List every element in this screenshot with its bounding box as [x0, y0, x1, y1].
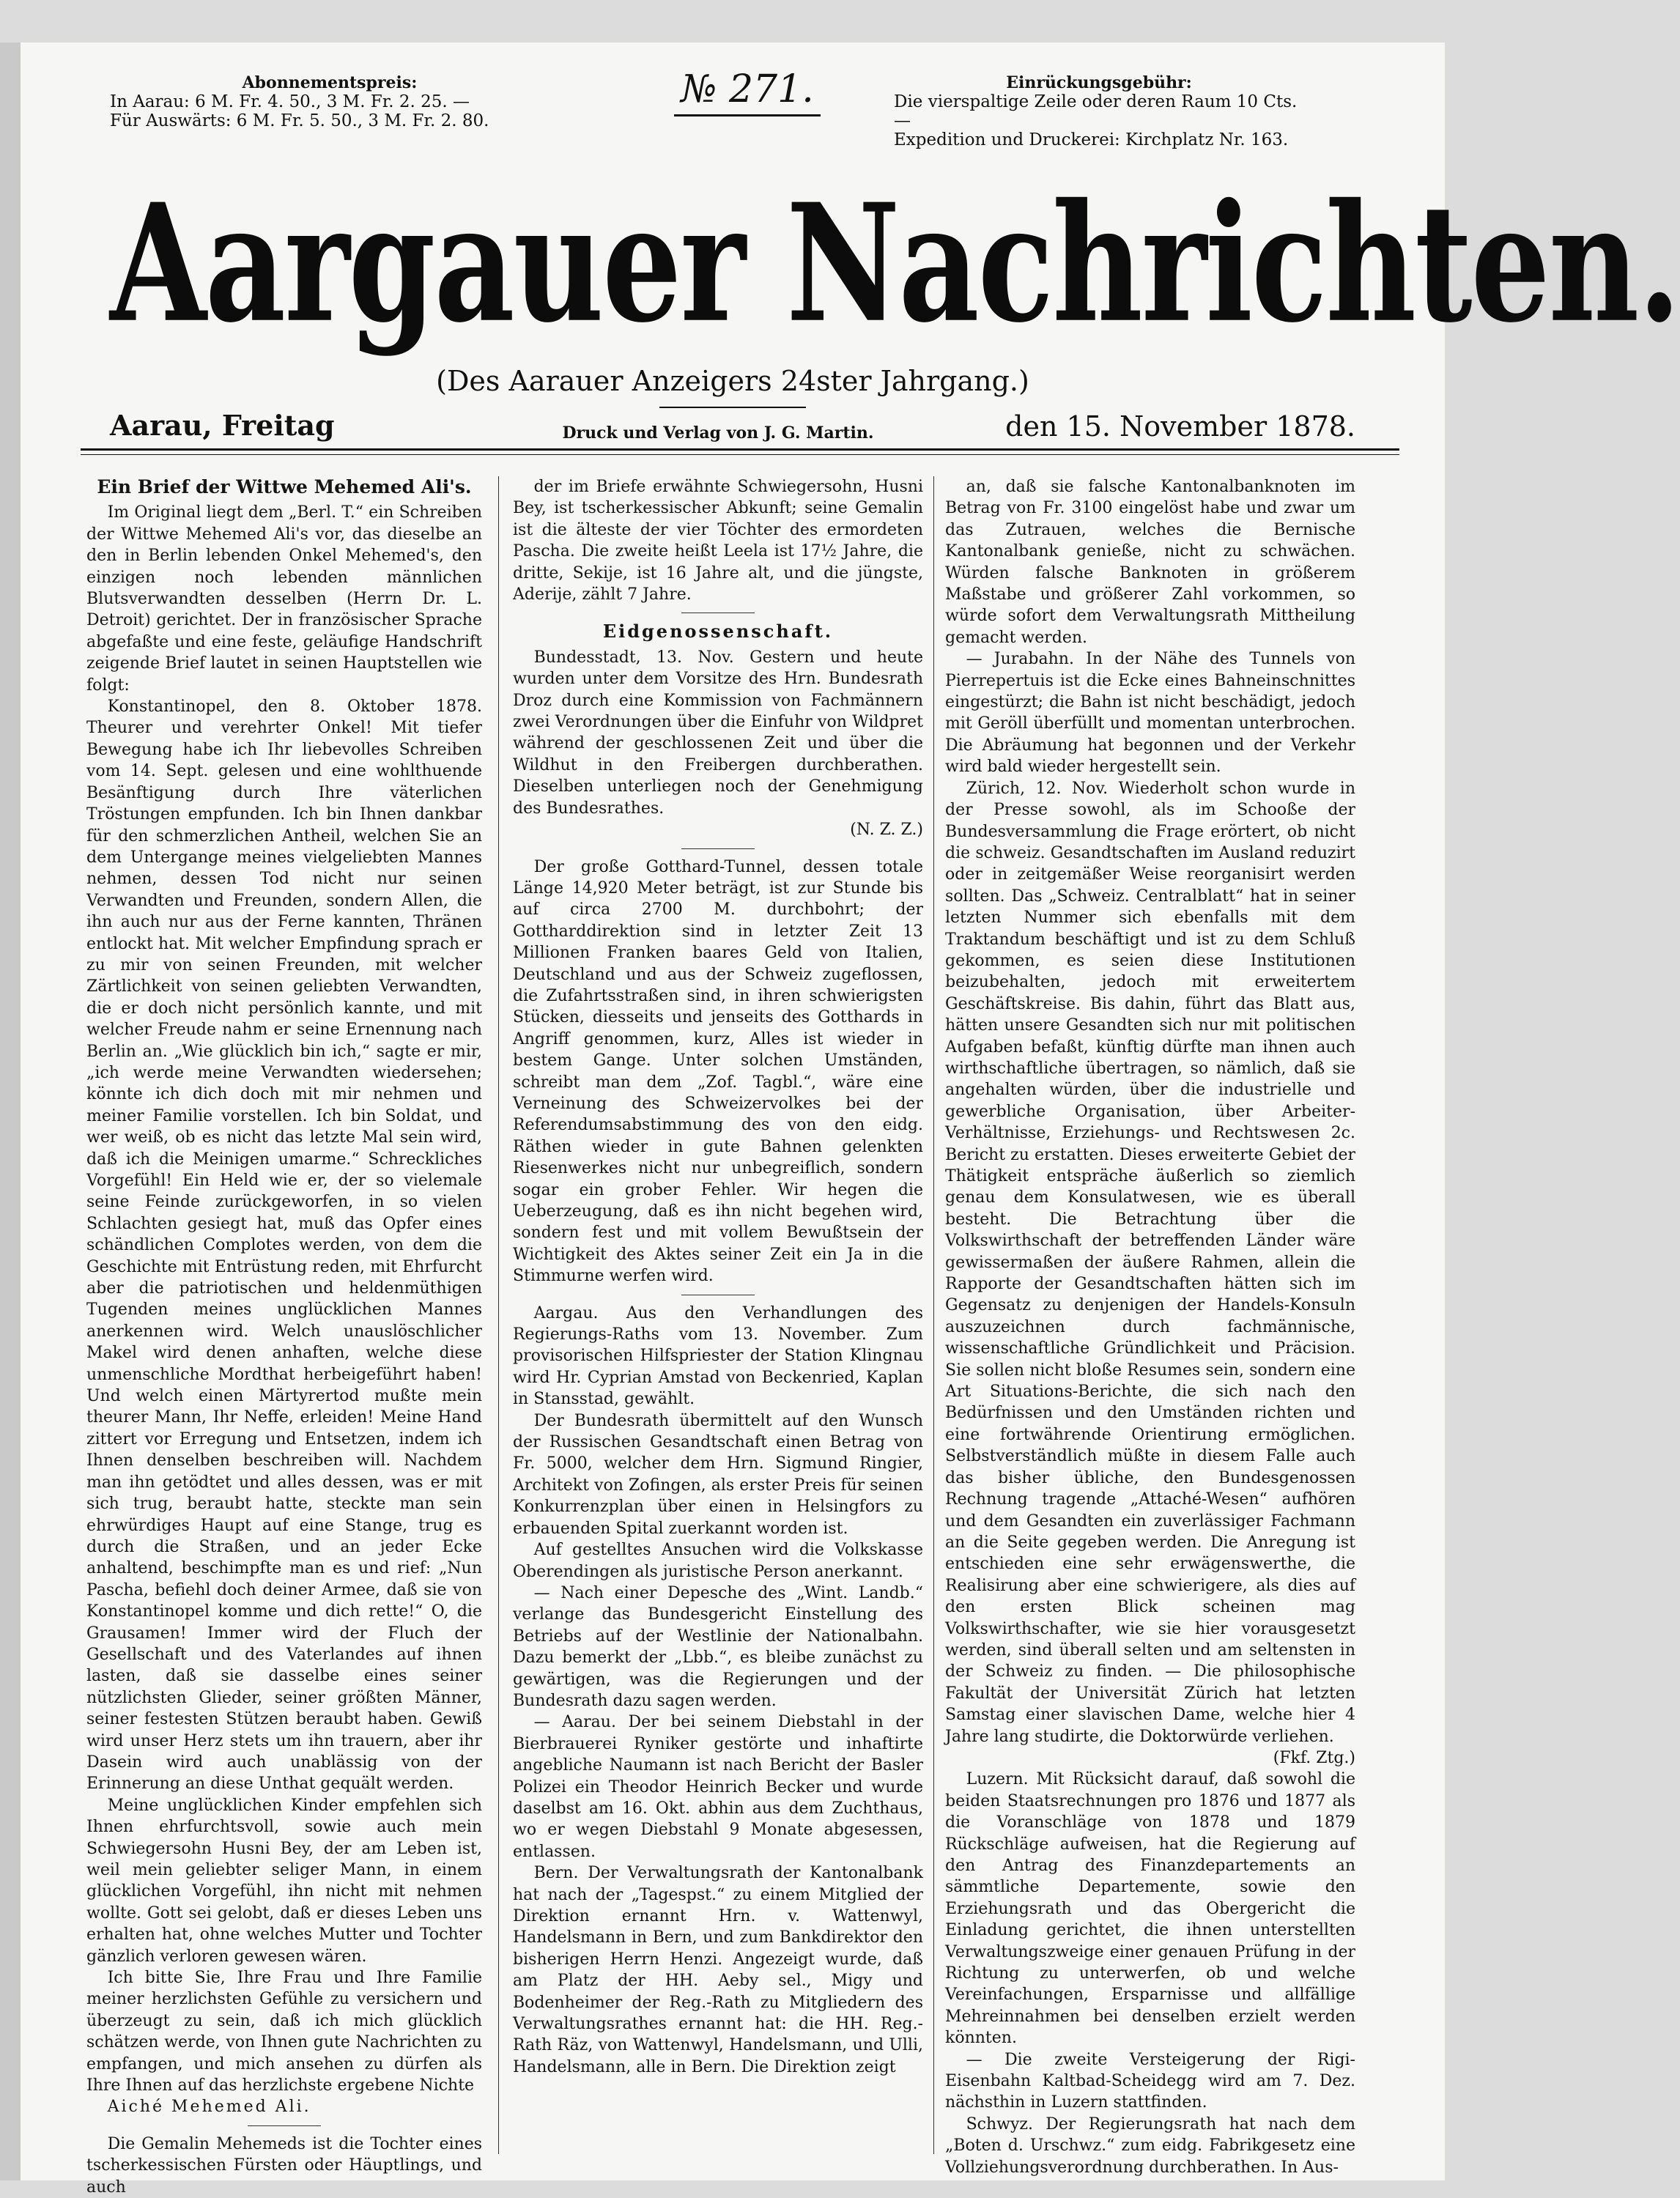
insertion-line-2: Expedition und Druckerei: Kirchplatz Nr. 163. — [894, 130, 1289, 149]
article-paragraph: Zürich, 12. Nov. Wiederholt schon wurde in der Presse sowohl, als im Schooße der Bundesversammlung die Frage erörtert, ob nicht die schweiz. Gesandtschaften im Ausland reduzirt oder in zeitgemäßer Weise reorganisirt werden sollten. Das „Schweiz. Centralblatt“ hat in seiner letzten Nummer sich ebenfalls mit dem Traktandum beschäftigt und ist zu dem Schluß gekommen, es seien diese Institutionen beizubehalten, jedoch mit erweitertem Geschäftskreise. Bis dahin, führt das Blatt aus, hätten unsere Gesandten sich nur mit politischen Aufgaben befaßt, künftig dürfte man ihnen auch wirthschaftliche übertragen, so nämlich, daß sie angehalten würden, über die industrielle und gewerbliche Organisation, über Arbeiter-Verhältnisse, Erziehungs- und Rechtswesen 2c. Bericht zu erstatten. Dieses erweiterte Gebiet der Thätigkeit entspräche äußerlich so ziemlich genau dem Konsulatwesen, wie es überall besteht. Die Betrachtung über die Volkswirthschaft der betreffenden Länder wäre gewissermaßen der äußere Rahmen, allein die Rapporte der Gesandtschaften hätten sich im Gegensatz zu denjenigen der Handels-Konsuln auszuzeichnen durch fachmännische, wissenschaftliche Gründlichkeit und Präcision. Sie sollen nicht bloße Resumes sein, sondern eine Art Situations-Berichte, die sich nach den Bedürfnissen und den Umständen richten und eine fortwährende Orientirung ermöglichen. Selbstverständlich müßte in diesem Falle auch das bisher übliche, den Bundesgenossen Rechnung tragende „Attaché-Wesen“ aufhören und dem Gesandten ein zuverlässiger Fachmann an die Seite gegeben werden. Die Anregung ist entschieden eine sehr erwägenswerthe, die Realisirung aber eine schwierigere, als dies auf den ersten Blick scheinen mag Volkswirthschafter, wie sie hier vorausgesetzt werden, sind überall selten und am seltensten in der Schweiz zu finden. — Die philosophische Fakultät der Universität Zürich hat letzten Samstag einer slavischen Dame, welche hier 4 Jahre lang studirte, die Doktorwürde verliehen. — [945, 779, 1355, 1746]
subscription-label: Abonnementspreis: — [242, 73, 418, 92]
issue-date: den 15. November 1878. — [1005, 410, 1355, 443]
article-paragraph: — Die zweite Versteigerung der Rigi-Eisenbahn Kaltbad-Scheidegg wird am 7. Dez. nächsthin in Luzern stattfinden. — [945, 2050, 1355, 2112]
masthead-rule — [81, 448, 1399, 451]
article-paragraph: Im Original liegt dem „Berl. T.“ ein Schreiben der Wittwe Mehemed Ali's vor, das dieselbe an den in Berlin lebenden Onkel Mehemed's, den einzigen noch lebenden männlichen Blutsverwandten desselben (Herrn Dr. L. Detroit) gerichtet. Der in französischer Sprache abgefaßte und eine feste, geläufige Handschrift zeigende Brief lautet in seinen Hauptstellen wie folgt: — [86, 503, 482, 695]
article-paragraph: — Aarau. Der bei seinem Diebstahl in der Bierbrauerei Ryniker gestörte und inhaftirte angebliche Naumann ist nach Bericht der Basler Polizei ein Theodor Heinrich Becker und wurde daselbst am 16. Okt. abhin aus dem Zuchthaus, wo er wegen Diebstahl 9 Monate abgesessen, entlassen. — [513, 1713, 923, 1861]
article-paragraph: an, daß sie falsche Kantonalbanknoten im Betrag von Fr. 3100 eingelöst habe und zwar um das Zutrauen, welches die Bernische Kantonalbank genieße, nicht zu schwächen. Würden falsche Banknoten in größerem Maßstabe und größerer Zahl vorkommen, so würde sofort dem Verwaltungsrath Mittheilung gemacht werden. — [945, 478, 1355, 647]
masthead-rule-thin — [81, 454, 1399, 455]
article-paragraph: Bundesstadt, 13. Nov. Gestern und heute wurden unter dem Vorsitze des Hrn. Bundesrath Droz durch eine Kommission von Fachmännern zwei Verordnungen über die Einfuhr von Wildpret während der geschlossenen Zeit und über die Wildhut in den Freibergen durchberathen. Dieselben unterliegen noch der Genehmigung des Bundesrathes. — [513, 648, 923, 818]
article-paragraph: Der Bundesrath übermittelt auf den Wunsch der Russischen Gesandtschaft einen Betrag von Fr. 5000, welcher dem Hrn. Sigmund Ringier, Architekt von Zofingen, als erster Preis für seinen Konkurrenzplan über einen in Helsingfors zu erbauenden Spital zuerkannt worden ist. — [513, 1411, 923, 1538]
article-paragraph: Die Gemalin Mehemeds ist die Tochter eines tscherkessischen Fürsten oder Häuptlings, und auch — [86, 2134, 482, 2197]
newspaper-title: Aargauer Nachrichten. — [110, 169, 1680, 359]
insertion-box — [894, 73, 1304, 149]
place-day: Aarau, Freitag — [110, 409, 335, 442]
insertion-label: Einrückungsgebühr: — [1006, 73, 1192, 92]
article-paragraph: Aargau. Aus den Verhandlungen des Regierungs-Raths vom 13. November. Zum provisorischen Hilfspriester der Station Klingnau wird Hr. Cyprian Amstad von Beckenried, Kaplan in Stansstad, gewählt. — [513, 1303, 923, 1409]
article-heading-letter: Ein Brief der Wittwe Mehemed Ali's. — [97, 476, 472, 497]
insertion-line-1: Die vierspaltige Zeile oder deren Raum 10 Cts. — — [894, 92, 1298, 130]
article-paragraph: der im Briefe erwähnte Schwiegersohn, Husni Bey, ist tscherkessischer Abkunft; seine Gemalin ist die älteste der vier Töchter des ermordeten Pascha. Die zweite heißt Leela ist 17½ Jahre, die dritte, Sekije, ist 16 Jahre alt, und die jüngste, Aderije, zählt 7 Jahre. — [513, 478, 923, 604]
article-paragraph: — Nach einer Depesche des „Wint. Landb.“ verlange das Bundesgericht Einstellung des Betriebs auf der Westlinie der Nationalbahn. Dazu bemerkt der „Lbb.“, es bleibe zunächst zu gewärtigen, was die Regierungen und der Bundesrath dazu sagen werden. — [513, 1583, 923, 1710]
subscription-box — [110, 73, 549, 130]
adjacent-page-edge — [0, 42, 23, 2180]
issue-number: № 271. — [681, 67, 814, 111]
column-3 — [945, 476, 1355, 2177]
source-attribution: (N. Z. Z.) — [850, 821, 923, 840]
article-paragraph: Konstantinopel, den 8. Oktober 1878. Theurer und verehrter Onkel! Mit tiefer Bewegung habe ich Ihr liebevolles Schreiben vom 14. Sept. gelesen und eine wohlthuende Besänftigung durch Ihre väterlichen Tröstungen empfunden. Ich bin Ihnen dankbar für den schmerzlichen Antheil, welchen Sie an dem Untergange meines vielgeliebten Mannes nehmen, dessen Tod nicht nur seinen Verwandten und Freunden, sondern Allen, die ihn auch nur aus der Ferne kannten, Thränen entlockt hat. Mit welcher Empfindung sprach er zu mir von seinen Freunden, mit welcher Zärtlichkeit von seinen geliebten Verwandten, die er doch nicht persönlich kannte, und mit welcher Freude nahm er seine Ernennung nach Berlin an. „Wie glücklich bin ich,“ sagte er mir, „ich werde meine Verwandten wiedersehen; könnte ich dich doch mit mir nehmen und meiner Familie vorstellen. Ich bin Soldat, und wer weiß, ob es nicht das letzte Mal sein wird, daß ich die Meinigen umarme.“ Schreckliches Vorgefühl! Ein Held wie er, der so vielemale seine Feinde zurückgeworfen, in so vielen Schlachten gesiegt hat, muß das Opfer eines schändlichen Complotes werden, von dem die Geschichte mit Entrüstung reden, mit Ehrfurcht aber die patriotischen und heldenmüthigen Tugenden meines unglücklichen Mannes anerkennen wird. Welch unauslöschlicher Makel wird denen anhaften, welche diese unmenschliche Mordthat herbeigeführt haben! Und welch einen Märtyrertod mußte mein theurer Mann, Ihr Neffe, erleiden! Meine Hand zittert vor Erregung und Entsetzen, indem ich Ihnen denselben beschreiben will. Nachdem man ihn getödtet und alles dessen, was er mit sich trug, beraubt hatte, steckte man sein ehrwürdiges Haupt auf eine Stange, trug es durch die Straßen, und an jeder Ecke anhaltend, beschimpfte man es und rief: „Nun Pascha, befiehl doch deiner Armee, daß sie von Konstantinopel komme und dich rette!“ O, die Grausamen! Immer wird der Fluch der Gesellschaft und des Vaterlandes auf ihnen lasten, daß sie dasselbe eines seiner nützlichsten Glieder, seiner größten Männer, seiner festesten Stützen beraubt haben. Gewiß wird unser Herz stets um ihn trauern, aber ihr Dasein wird auch unablässig von der Erinnerung an diese Unthat gequält werden. — [86, 697, 482, 1794]
issue-underline — [674, 114, 821, 116]
section-heading-eidgenossenschaft: Eidgenossenschaft. — [602, 621, 834, 643]
article-paragraph: Luzern. Mit Rücksicht darauf, daß sowohl die beiden Staatsrechnungen pro 1876 und 1877 als die Voranschläge von 1878 und 1879 Rückschläge aufweisen, hat die Regierung auf den Antrag des Finanzdepartements an sämmtliche Departemente, sowie den Erziehungsrath und das Obergericht die Einladung gerichtet, die ihnen unterstellten Verwaltungszweige einer genauen Prüfung in der Richtung zu unterwerfen, ob und welche Vereinfachungen, Ersparnisse und allfällige Mehreinnahmen bei denselben erzielt werden könnten. — [945, 1770, 1355, 2048]
subtitle-rule — [659, 407, 806, 408]
printer-line: Druck und Verlag von J. G. Martin. — [562, 423, 874, 443]
letter-signature: Aiché Mehemed Ali. — [107, 2098, 311, 2117]
subscription-line-2: Für Auswärts: 6 M. Fr. 5. 50., 3 M. Fr. 2. 80. — [110, 111, 489, 130]
article-paragraph: Meine unglücklichen Kinder empfehlen sich Ihnen ehrfurchtsvoll, sowie auch mein Schwiegersohn Husni Bey, der am Leben ist, weil mein geliebter seliger Mann, in einem glücklichen Vorgefühl, ihn nicht mit nehmen wollte. Gott sei gelobt, daß er dieses Leben uns erhalten hat, ohne welches Mutter und Tochter gänzlich verloren gewesen wären. — [86, 1796, 482, 1966]
article-paragraph: Ich bitte Sie, Ihre Frau und Ihre Familie meiner herzlichsten Gefühle zu versichern und überzeugt zu sein, daß ich mich glücklich schätzen werde, von Ihnen gute Nachrichten zu empfangen, und mich ansehen zu dürfen als Ihre Ihnen auf das herzlichste ergebene Nichte — [86, 1969, 482, 2095]
article-paragraph: Schwyz. Der Regierungsrath hat nach dem „Boten d. Urschwz.“ zum eidg. Fabrikgesetz eine Vollziehungsverordnung durchberathen. In Aus- — [945, 2114, 1355, 2177]
subscription-line-1: In Aarau: 6 M. Fr. 4. 50., 3 M. Fr. 2. 25. — — [110, 92, 470, 111]
source-attribution: (Fkf. Ztg.) — [1273, 1748, 1355, 1767]
article-paragraph: — Jurabahn. In der Nähe des Tunnels von Pierrepertuis ist die Ecke eines Bahneinschnittes eingestürzt; die Bahn ist nicht beschädigt, jedoch mit Geröll überfüllt und momentan unterbrochen. Die Abräumung hat begonnen und der Verkehr wird bald wieder hergestellt sein. — [945, 650, 1355, 777]
newspaper-subtitle: (Des Aarauer Anzeigers 24ster Jahrgang.) — [436, 365, 1029, 397]
column-divider-1 — [498, 476, 499, 2154]
column-1 — [86, 476, 482, 2197]
separator — [248, 2125, 321, 2126]
column-2 — [513, 476, 923, 2154]
article-paragraph: Der große Gotthard-Tunnel, dessen totale Länge 14,920 Meter beträgt, ist zur Stunde bis auf circa 2700 M. durchbohrt; der Gottharddirektion sind in letzter Zeit 13 Millionen Franken baares Geld von Italien, Deutschland und aus der Schweiz zugeflossen, die Zufahrtsstraßen sind, in ihren schwierigsten Stücken, diesseits und jenseits des Gotthards in Angriff genommen, kurz, Alles ist wieder in bestem Gange. Unter solchen Umständen, schreibt man dem „Zof. Tagbl.“, wäre eine Verneinung des Schweizervolkes bei der Referendumsabstimmung des von den eidg. Räthen wieder in gute Bahnen gelenkten Riesenwerkes nicht nur unbegreiflich, sondern sogar ein grober Fehler. Wir hegen die Ueberzeugung, daß es ihn nicht begehen wird, sondern fest und mit vollem Bewußtsein der Wichtigkeit des Aktes seiner Zeit ein Ja in die Stimmurne werfen wird. — [513, 857, 923, 1286]
column-divider-2 — [933, 476, 934, 2154]
article-paragraph: Auf gestelltes Ansuchen wird die Volkskasse Oberendingen als juristische Person anerkannt. — [513, 1541, 923, 1581]
separator — [681, 848, 755, 849]
article-paragraph: Bern. Der Verwaltungsrath der Kantonalbank hat nach der „Tagespst.“ zu einem Mitglied der Direktion ernannt Hrn. v. Wattenwyl, Handelsmann in Bern, und zum Bankdirektor den bisherigen Herrn Henzi. Angezeigt wurde, daß am Platz der HH. Aeby sel., Migy und Bodenheimer der Reg.-Rath zu Mitgliedern des Verwaltungsrathes ernannt hat: die HH. Reg.-Rath Räz, von Wattenwyl, Handelsmann, und Ulli, Handelsmann, alle in Bern. Die Direktion zeigt — [513, 1864, 923, 2076]
